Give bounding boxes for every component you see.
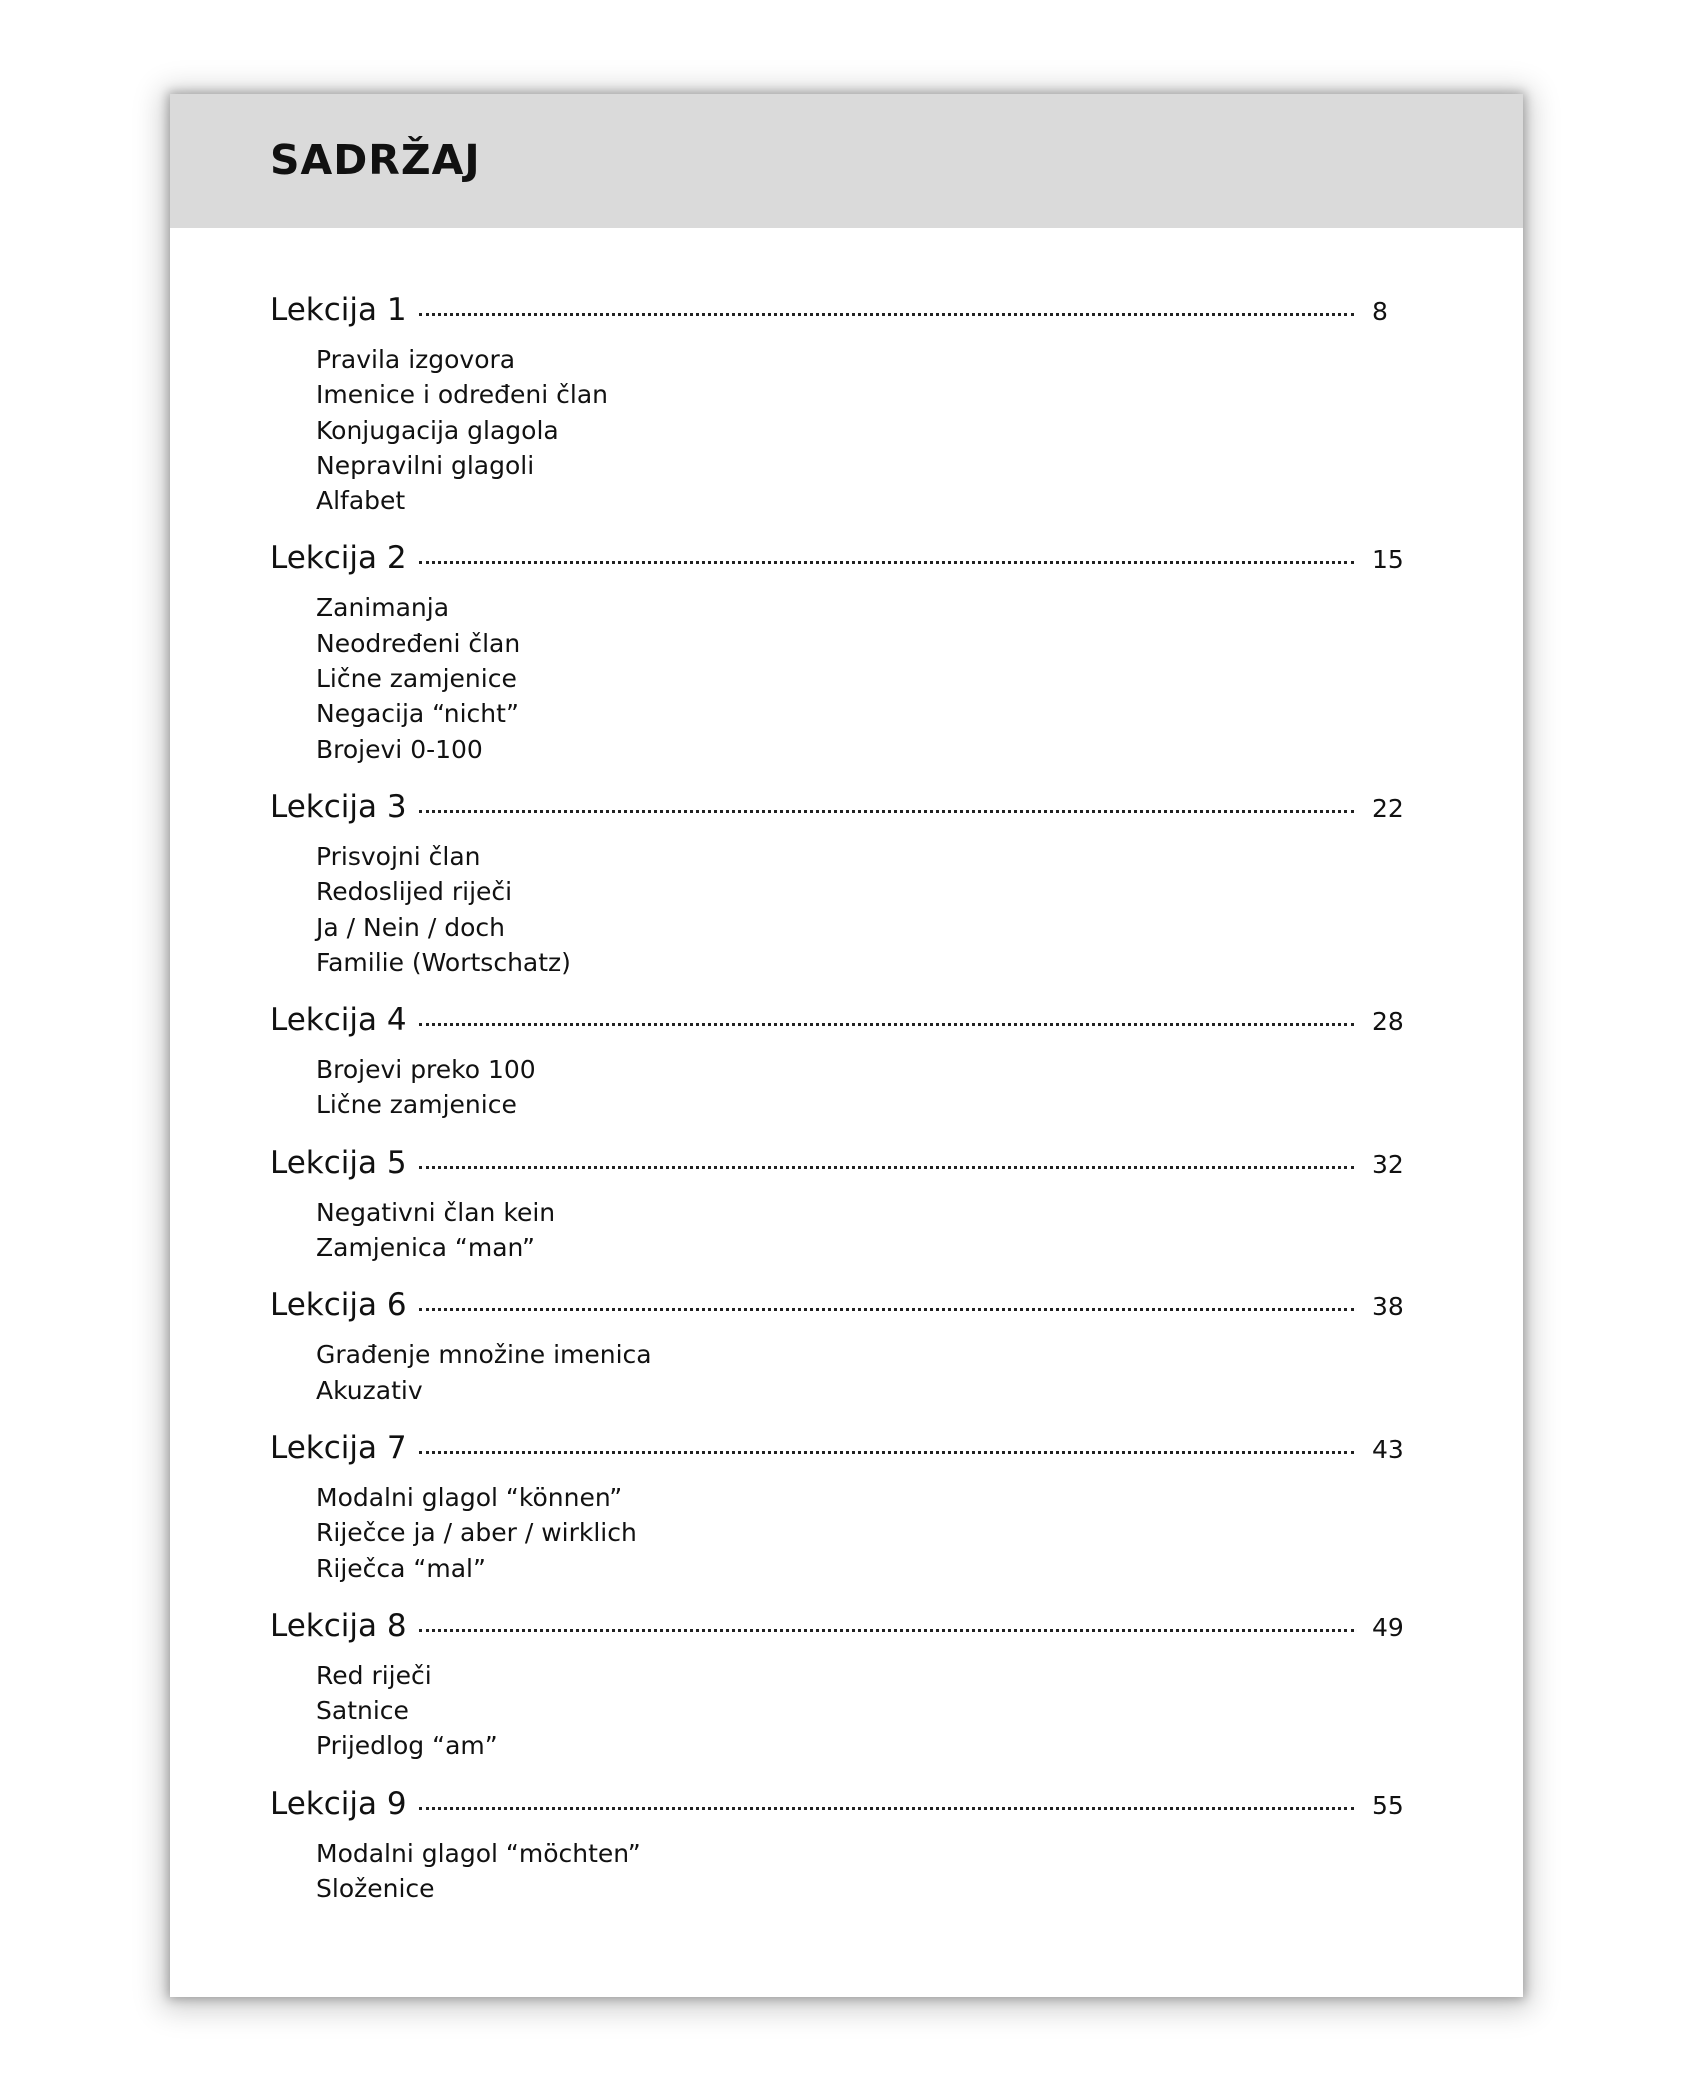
topic-list <box>270 1052 1408 1123</box>
toc-lesson-row <box>270 1786 1408 1834</box>
topic-list <box>270 1480 1408 1586</box>
lesson-title: Lekcija 3 <box>270 788 407 825</box>
topic-item: Lične zamjenice <box>316 1090 517 1120</box>
topic-item: Redoslijed riječi <box>316 877 513 907</box>
topic-item: Familie (Wortschatz) <box>316 947 571 977</box>
toc-lesson <box>270 540 1408 766</box>
toc-lesson-row <box>270 540 1408 588</box>
topic-item: Riječce ja / aber / wirklich <box>316 1518 637 1548</box>
page-number: 55 <box>1372 1790 1404 1820</box>
toc-lesson-row <box>270 1430 1408 1478</box>
topic-item: Negacija “nicht” <box>316 699 519 729</box>
topic-item: Lične zamjenice <box>316 664 517 694</box>
toc-lesson <box>270 1145 1408 1266</box>
page-number: 49 <box>1372 1612 1404 1642</box>
page-number: 15 <box>1372 545 1404 575</box>
toc-lesson <box>270 1786 1408 1907</box>
lesson-title: Lekcija 1 <box>270 292 407 328</box>
topic-item: Građenje množine imenica <box>316 1340 652 1370</box>
topic-item: Modalni glagol “können” <box>316 1482 623 1512</box>
toc-lesson-row <box>270 1287 1408 1335</box>
topic-list <box>270 1337 1408 1408</box>
toc-lesson-row <box>270 1002 1408 1050</box>
page-title: SADRŽAJ <box>270 136 481 184</box>
toc-lesson <box>270 292 1408 518</box>
dot-leader <box>419 1308 1354 1311</box>
toc-lesson-row <box>270 1145 1408 1193</box>
topic-item: Alfabet <box>316 486 406 516</box>
topic-item: Složenice <box>316 1874 435 1904</box>
topic-item: Konjugacija glagola <box>316 415 559 445</box>
dot-leader <box>419 1451 1354 1454</box>
topic-list <box>270 1658 1408 1764</box>
topic-item: Riječca “mal” <box>316 1553 486 1583</box>
lesson-title: Lekcija 7 <box>270 1429 407 1466</box>
topic-item: Brojevi preko 100 <box>316 1055 536 1085</box>
topic-item: Imenice i određeni član <box>316 380 608 410</box>
toc-lesson-row <box>270 789 1408 837</box>
topic-item: Negativni član kein <box>316 1197 556 1227</box>
topic-item: Satnice <box>316 1696 409 1726</box>
dot-leader <box>419 561 1354 564</box>
topic-item: Red riječi <box>316 1660 432 1690</box>
lesson-title: Lekcija 6 <box>270 1287 407 1324</box>
dot-leader <box>419 1629 1354 1632</box>
toc-lesson <box>270 1430 1408 1586</box>
topic-list <box>270 590 1408 766</box>
topic-item: Nepravilni glagoli <box>316 450 535 480</box>
document-page <box>170 94 1523 1997</box>
page-number: 8 <box>1372 297 1388 326</box>
topic-item: Prijedlog “am” <box>316 1731 498 1761</box>
dot-leader <box>419 810 1354 813</box>
topic-list <box>270 342 1408 518</box>
page-number: 32 <box>1372 1149 1404 1179</box>
dot-leader <box>419 1023 1354 1026</box>
topic-item: Prisvojni član <box>316 841 481 871</box>
topic-list <box>270 1836 1408 1907</box>
topic-item: Ja / Nein / doch <box>316 912 505 942</box>
dot-leader <box>419 313 1354 316</box>
header-band <box>170 94 1523 228</box>
topic-item: Pravila izgovora <box>316 345 516 374</box>
topic-item: Brojevi 0-100 <box>316 734 483 764</box>
topic-item: Zanimanja <box>316 593 450 623</box>
topic-list <box>270 839 1408 980</box>
toc-lesson <box>270 789 1408 980</box>
toc-lesson <box>270 1287 1408 1408</box>
toc-lesson <box>270 1608 1408 1764</box>
lesson-title: Lekcija 5 <box>270 1144 407 1181</box>
toc-lesson <box>270 1002 1408 1123</box>
toc-lesson-row <box>270 1608 1408 1656</box>
lesson-title: Lekcija 8 <box>270 1607 407 1644</box>
page-number: 38 <box>1372 1292 1404 1322</box>
page-number: 22 <box>1372 793 1404 823</box>
topic-item: Neodređeni član <box>316 628 521 658</box>
topic-item: Modalni glagol “möchten” <box>316 1838 641 1868</box>
dot-leader <box>419 1807 1354 1810</box>
topic-item: Zamjenica “man” <box>316 1233 535 1263</box>
table-of-contents <box>270 292 1408 1928</box>
topic-list <box>270 1195 1408 1266</box>
toc-lesson-row <box>270 292 1408 340</box>
page-number: 28 <box>1372 1007 1404 1037</box>
topic-item: Akuzativ <box>316 1375 423 1405</box>
lesson-title: Lekcija 2 <box>270 540 407 577</box>
lesson-title: Lekcija 9 <box>270 1785 407 1822</box>
lesson-title: Lekcija 4 <box>270 1002 407 1039</box>
page-number: 43 <box>1372 1434 1404 1464</box>
dot-leader <box>419 1166 1354 1169</box>
